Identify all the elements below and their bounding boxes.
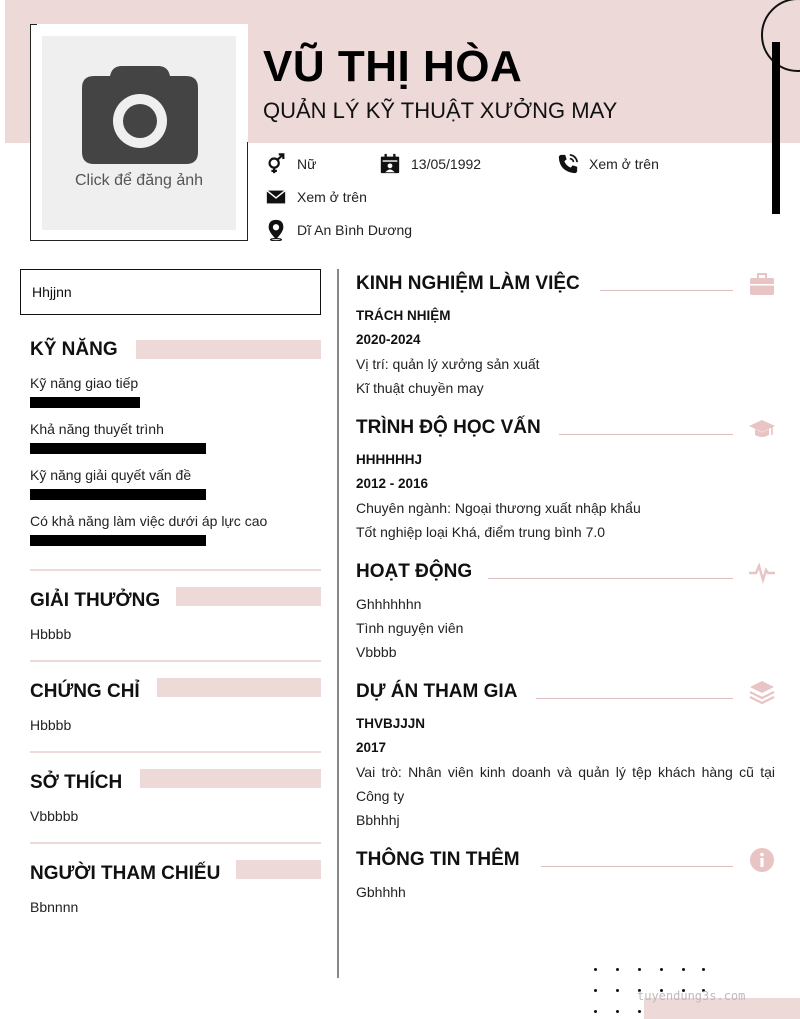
education-line[interactable]: Tốt nghiệp loại Khá, điểm trung bình 7.0 bbox=[356, 524, 606, 540]
skills-title: KỸ NĂNG bbox=[30, 339, 118, 360]
project-year[interactable]: 2017 bbox=[356, 740, 387, 755]
experience-line[interactable]: Vị trí: quản lý xưởng sản xuất bbox=[356, 356, 540, 372]
hobbies-text[interactable]: Vbbbbb bbox=[30, 808, 79, 824]
info-icon bbox=[749, 847, 775, 873]
activity-line[interactable]: Vbbbb bbox=[356, 644, 397, 660]
awards-text[interactable]: Hbbbb bbox=[30, 626, 72, 642]
skill-label[interactable]: Khả năng thuyết trình bbox=[30, 421, 164, 437]
skill-label[interactable]: Kỹ năng giải quyết vấn đề bbox=[30, 467, 192, 483]
skill-level-bar bbox=[30, 535, 206, 546]
project-role[interactable]: Vai trò: Nhân viên kinh doanh và quản lý tệp khách hàng cũ tại Công ty bbox=[356, 764, 775, 804]
gender-field[interactable] bbox=[265, 153, 316, 175]
education-line[interactable]: Chuyên ngành: Ngoại thương xuất nhập khẩu bbox=[356, 500, 641, 516]
email-value: Xem ở trên bbox=[297, 189, 367, 205]
experience-period[interactable]: 2020-2024 bbox=[356, 332, 421, 347]
experience-title: KINH NGHIỆM LÀM VIỆC bbox=[356, 273, 580, 294]
address-value: Dĩ An Bình Dương bbox=[297, 222, 413, 238]
education-title-line bbox=[559, 434, 733, 435]
activities-title-line bbox=[488, 578, 733, 579]
briefcase-icon bbox=[749, 271, 775, 297]
graduation-cap-icon bbox=[749, 416, 775, 442]
job-title[interactable]: QUẢN LÝ KỸ THUẬT XƯỞNG MAY bbox=[263, 98, 618, 123]
experience-line[interactable]: Kĩ thuật chuyền may bbox=[356, 380, 484, 396]
awards-title: GIẢI THƯỞNG bbox=[30, 590, 161, 611]
skill-level-bar bbox=[30, 397, 140, 408]
education-school[interactable]: HHHHHHJ bbox=[356, 452, 423, 467]
phone-icon bbox=[557, 153, 579, 175]
location-pin-icon bbox=[265, 219, 287, 241]
gender-value: Nữ bbox=[297, 156, 317, 172]
additional-title-line bbox=[541, 866, 733, 867]
photo-caption: Click để đăng ảnh bbox=[74, 172, 204, 189]
hobbies-title: SỞ THÍCH bbox=[30, 772, 123, 793]
awards-title-bar bbox=[176, 587, 321, 606]
birthday-field[interactable] bbox=[379, 153, 481, 175]
projects-title: DỰ ÁN THAM GIA bbox=[356, 681, 518, 702]
camera-icon bbox=[82, 64, 198, 164]
phone-field[interactable] bbox=[557, 153, 659, 175]
decorative-bar bbox=[772, 42, 780, 214]
skill-level-bar bbox=[30, 489, 206, 500]
section-divider bbox=[30, 569, 321, 571]
email-field[interactable] bbox=[265, 186, 367, 208]
education-title: TRÌNH ĐỘ HỌC VẤN bbox=[356, 417, 541, 438]
projects-title-line bbox=[536, 698, 733, 699]
activities-title: HOẠT ĐỘNG bbox=[356, 561, 473, 582]
references-title-bar bbox=[236, 860, 321, 879]
additional-title: THÔNG TIN THÊM bbox=[356, 849, 520, 870]
education-period[interactable]: 2012 - 2016 bbox=[356, 476, 429, 491]
email-icon bbox=[265, 186, 287, 208]
hobbies-title-bar bbox=[140, 769, 321, 788]
section-divider bbox=[30, 842, 321, 844]
certificates-text[interactable]: Hbbbb bbox=[30, 717, 72, 733]
layers-icon bbox=[749, 679, 775, 705]
birthday-value: 13/05/1992 bbox=[411, 156, 482, 172]
address-field[interactable] bbox=[265, 219, 412, 241]
phone-value: Xem ở trên bbox=[589, 156, 659, 172]
additional-text[interactable]: Gbhhhh bbox=[356, 884, 406, 900]
full-name[interactable]: VŨ THỊ HÒA bbox=[263, 42, 523, 91]
skill-level-bar bbox=[30, 443, 206, 454]
skill-label[interactable]: Có khả năng làm việc dưới áp lực cao bbox=[30, 513, 268, 529]
activity-line[interactable]: Ghhhhhhn bbox=[356, 596, 422, 612]
watermark: tuyendung3s.com bbox=[637, 989, 746, 1003]
project-name[interactable]: THVBJJJN bbox=[356, 716, 426, 731]
references-title: NGƯỜI THAM CHIẾU bbox=[30, 863, 221, 884]
experience-title-line bbox=[600, 290, 733, 291]
pulse-icon bbox=[749, 560, 775, 586]
skills-title-bar bbox=[136, 340, 321, 359]
skill-label[interactable]: Kỹ năng giao tiếp bbox=[30, 375, 139, 391]
references-text[interactable]: Bbnnnn bbox=[30, 899, 79, 915]
activity-line[interactable]: Tình nguyện viên bbox=[356, 620, 464, 636]
calendar-icon bbox=[379, 153, 401, 175]
summary-box[interactable]: Hhjjnn bbox=[20, 269, 321, 315]
certificates-title-bar bbox=[157, 678, 321, 697]
experience-company[interactable]: TRÁCH NHIỆM bbox=[356, 308, 451, 323]
photo-upload[interactable] bbox=[42, 36, 236, 230]
certificates-title: CHỨNG CHỈ bbox=[30, 681, 140, 702]
section-divider bbox=[30, 660, 321, 662]
column-divider bbox=[337, 269, 339, 978]
section-divider bbox=[30, 751, 321, 753]
gender-icon bbox=[265, 153, 287, 175]
project-extra[interactable]: Bbhhhj bbox=[356, 812, 400, 828]
